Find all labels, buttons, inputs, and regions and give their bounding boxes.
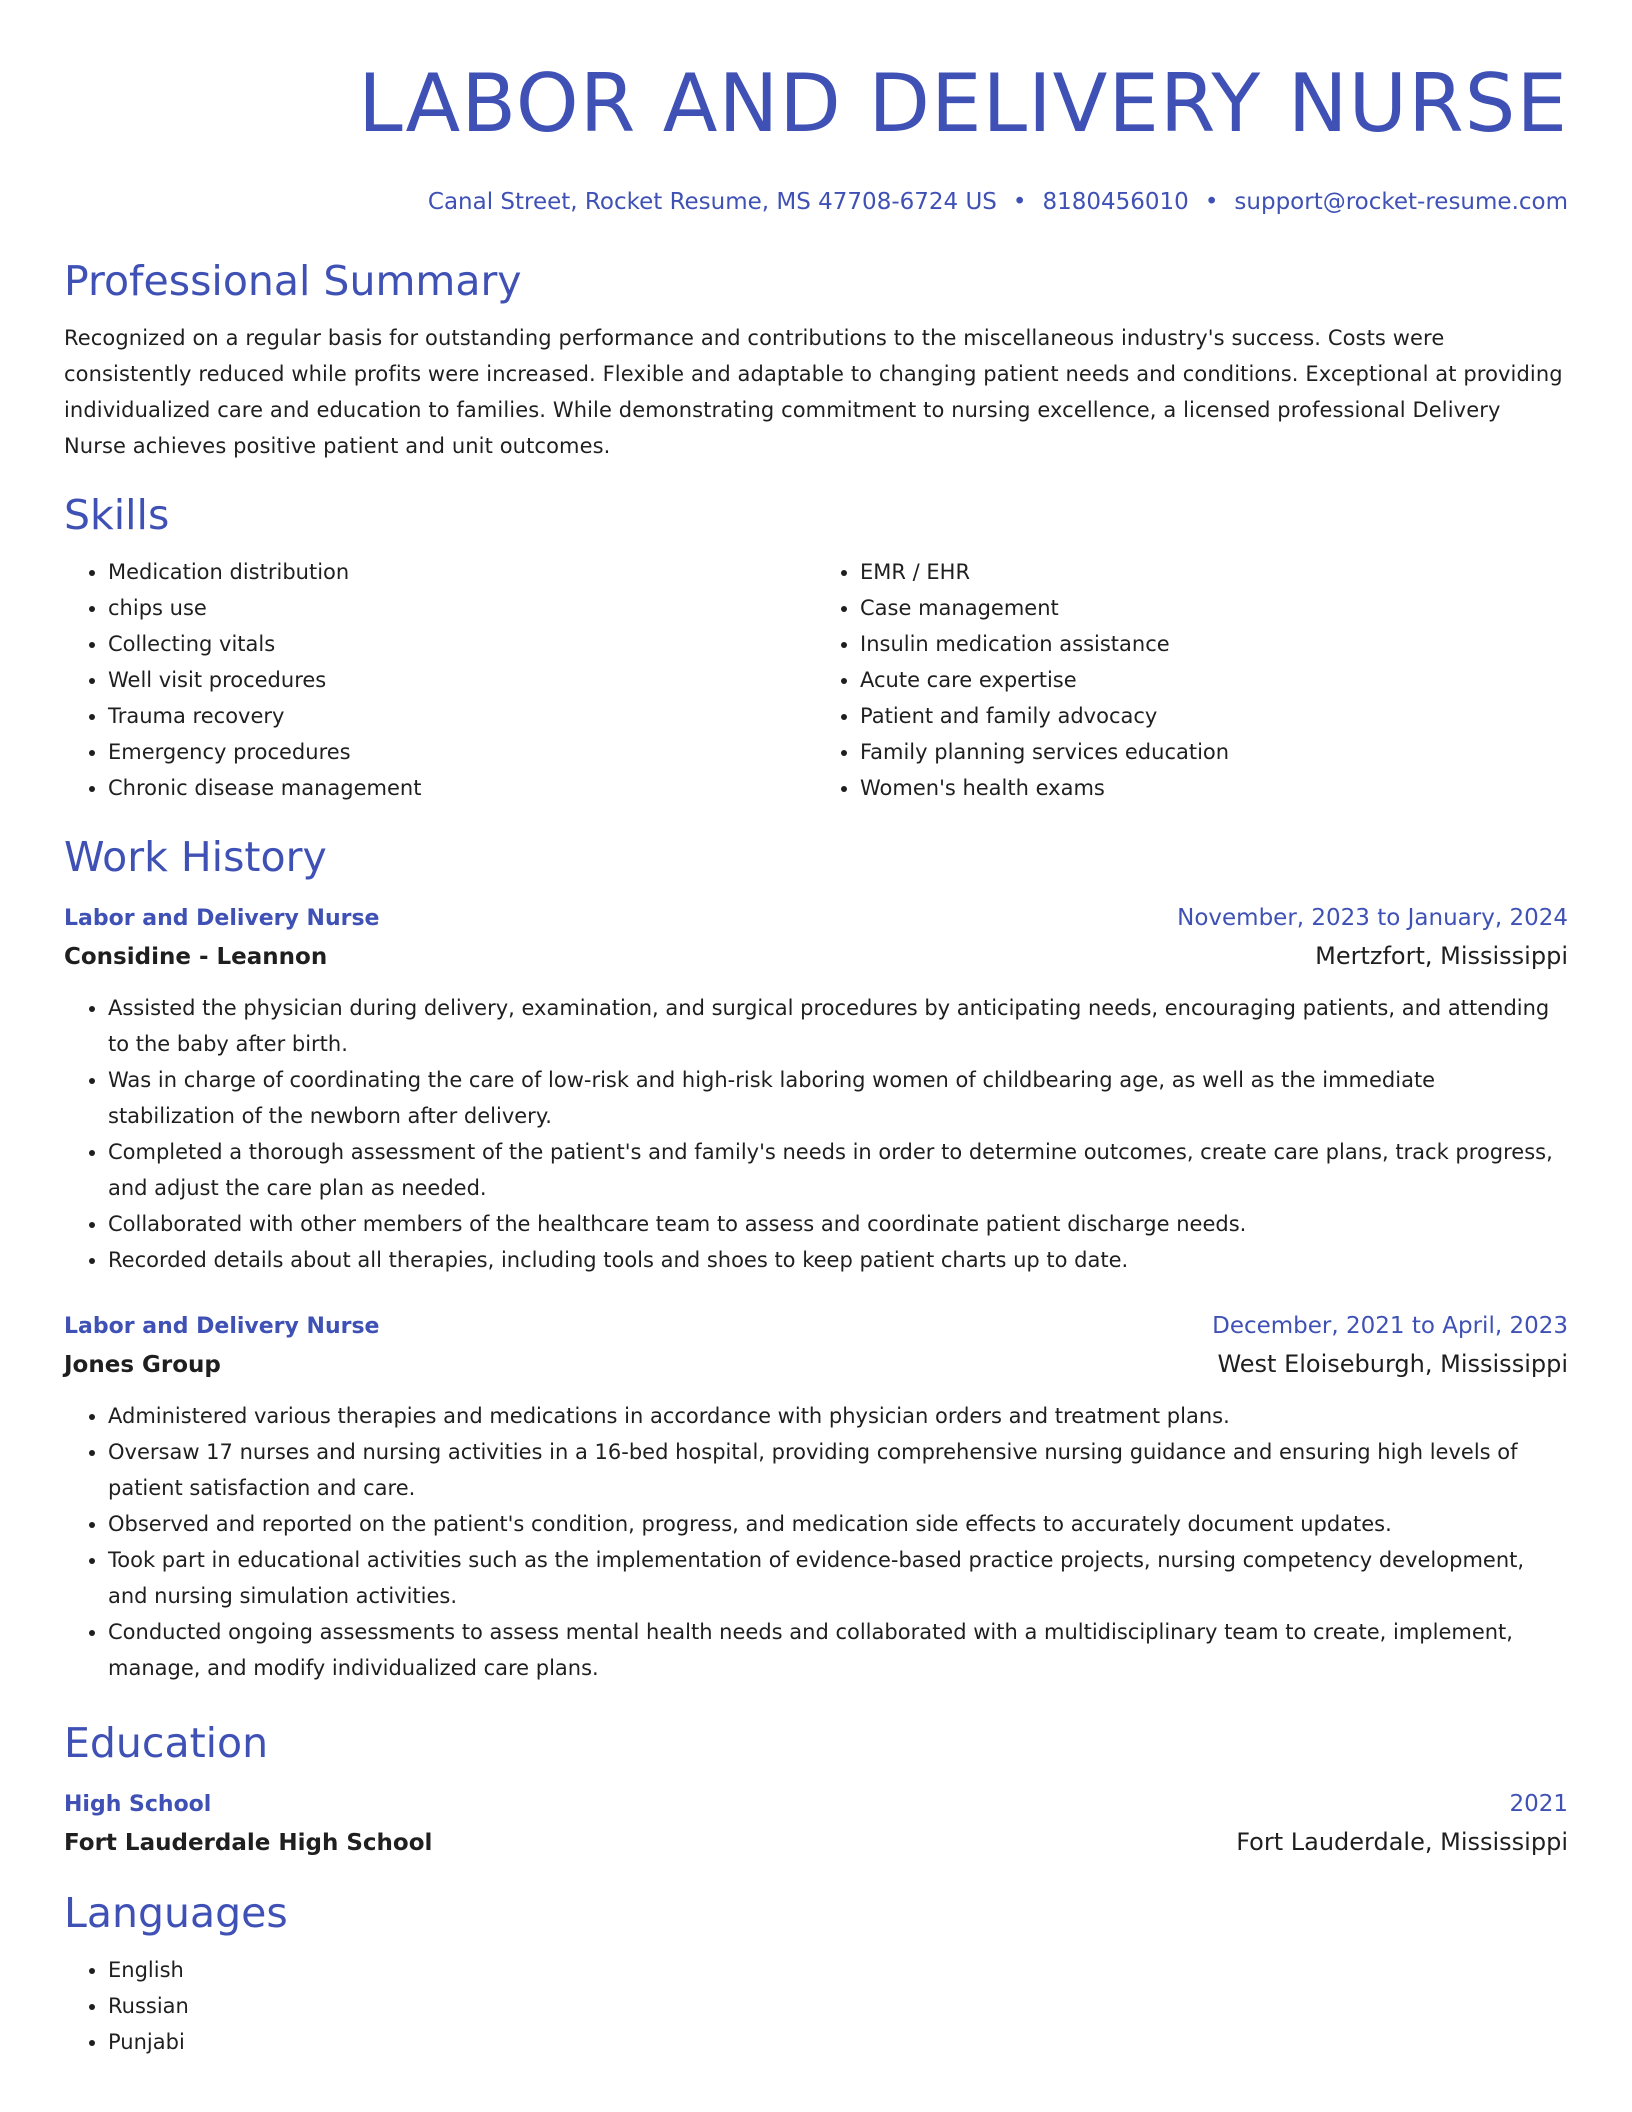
contact-separator: • [1012, 189, 1027, 215]
job-title: Labor and Delivery Nurse [64, 906, 380, 931]
education-entry [64, 1786, 1568, 1862]
job-dates: December, 2021 to April, 2023 [1212, 1313, 1568, 1339]
work-history-heading: Work History [64, 833, 327, 881]
job-bullets [64, 990, 1568, 1278]
education-heading: Education [64, 1719, 269, 1767]
job-bullet: • Collaborated with other members of the healthcare team to assess and coordinate patient discharge needs. [108, 1206, 1568, 1242]
job-location: Mertzfort, Mississippi [1315, 942, 1568, 970]
skills-heading: Skills [64, 491, 170, 539]
skills-left-list [64, 554, 816, 806]
skill-item: • Insulin medication assistance [860, 626, 1568, 662]
job-bullets [64, 1398, 1568, 1686]
job-company: Considine - Leannon [64, 944, 328, 970]
skill-item: • Women's health exams [860, 770, 1568, 806]
skill-item: • Trauma recovery [108, 698, 816, 734]
languages-list [64, 1952, 1568, 2060]
language-item: • Punjabi [108, 2024, 1568, 2060]
summary-text: Recognized on a regular basis for outstanding performance and contributions to the miscellaneous industry's success. Costs were consistently reduced while profits were increased. Flexible and adaptable to changing patient needs and conditions. Exceptional at providing individualized care and education to families. While demonstrating commitment to nursing excellence, a licensed professional Delivery Nurse achieves positive patient and unit outcomes. [64, 326, 1563, 458]
contact-line [64, 188, 1568, 216]
skill-item: • Well visit procedures [108, 662, 816, 698]
skill-item: • Acute care expertise [860, 662, 1568, 698]
education-school-row [64, 1823, 1568, 1862]
job-bullet: • Administered various therapies and medications in accordance with physician orders and treatment plans. [108, 1398, 1568, 1434]
job-bullet: • Recorded details about all therapies, including tools and shoes to keep patient charts up to date. [108, 1242, 1568, 1278]
job-company-row [64, 1345, 1568, 1384]
education-header-row [64, 1786, 1568, 1823]
job-location: West Eloiseburgh, Mississippi [1217, 1350, 1568, 1378]
contact-separator: • [1204, 189, 1219, 215]
job-header-row [64, 900, 1568, 937]
job-bullet: • Was in charge of coordinating the care of low-risk and high-risk laboring women of childbearing age, as well as the immediate stabilization of the newborn after delivery. [108, 1062, 1568, 1134]
job-bullet: • Completed a thorough assessment of the patient's and family's needs in order to determine outcomes, create care plans, track progress, and adjust the care plan as needed. [108, 1134, 1568, 1206]
language-item: • Russian [108, 1988, 1568, 2024]
resume-name: LABOR AND DELIVERY NURSE [358, 57, 1568, 150]
skills-right-list [816, 554, 1568, 806]
job-entry [64, 900, 1568, 1278]
education-school: Fort Lauderdale High School [64, 1830, 433, 1856]
skill-item: • Case management [860, 590, 1568, 626]
job-title: Labor and Delivery Nurse [64, 1314, 380, 1339]
contact-address: Canal Street, Rocket Resume, MS 47708-6724 US [427, 189, 997, 215]
skill-item: • chips use [108, 590, 816, 626]
skill-item: • Collecting vitals [108, 626, 816, 662]
job-entry [64, 1308, 1568, 1686]
languages-heading: Languages [64, 1889, 288, 1937]
job-bullet: • Observed and reported on the patient's condition, progress, and medication side effects to accurately document updates. [108, 1506, 1568, 1542]
job-company-row [64, 937, 1568, 976]
skill-item: • EMR / EHR [860, 554, 1568, 590]
job-bullet: • Oversaw 17 nurses and nursing activities in a 16-bed hospital, providing comprehensive nursing guidance and ensuring high levels of patient satisfaction and care. [108, 1434, 1568, 1506]
job-bullet: • Conducted ongoing assessments to assess mental health needs and collaborated with a multidisciplinary team to create, implement, manage, and modify individualized care plans. [108, 1614, 1568, 1686]
language-item: • English [108, 1952, 1568, 1988]
skills-grid [64, 554, 1568, 806]
contact-phone: 8180456010 [1042, 189, 1189, 215]
job-header-row [64, 1308, 1568, 1345]
summary-heading: Professional Summary [64, 257, 522, 305]
job-dates: November, 2023 to January, 2024 [1177, 905, 1568, 931]
job-bullet: • Took part in educational activities such as the implementation of evidence-based practice projects, nursing competency development, and nursing simulation activities. [108, 1542, 1568, 1614]
education-degree: High School [64, 1792, 212, 1817]
skill-item: • Patient and family advocacy [860, 698, 1568, 734]
skill-item: • Emergency procedures [108, 734, 816, 770]
education-year: 2021 [1509, 1791, 1568, 1817]
job-company: Jones Group [64, 1352, 221, 1378]
contact-email: support@rocket-resume.com [1234, 189, 1568, 215]
education-location: Fort Lauderdale, Mississippi [1236, 1828, 1568, 1856]
skill-item: • Medication distribution [108, 554, 816, 590]
skill-item: • Family planning services education [860, 734, 1568, 770]
skill-item: • Chronic disease management [108, 770, 816, 806]
job-bullet: • Assisted the physician during delivery, examination, and surgical procedures by anticipating needs, encouraging patients, and attending to the baby after birth. [108, 990, 1568, 1062]
